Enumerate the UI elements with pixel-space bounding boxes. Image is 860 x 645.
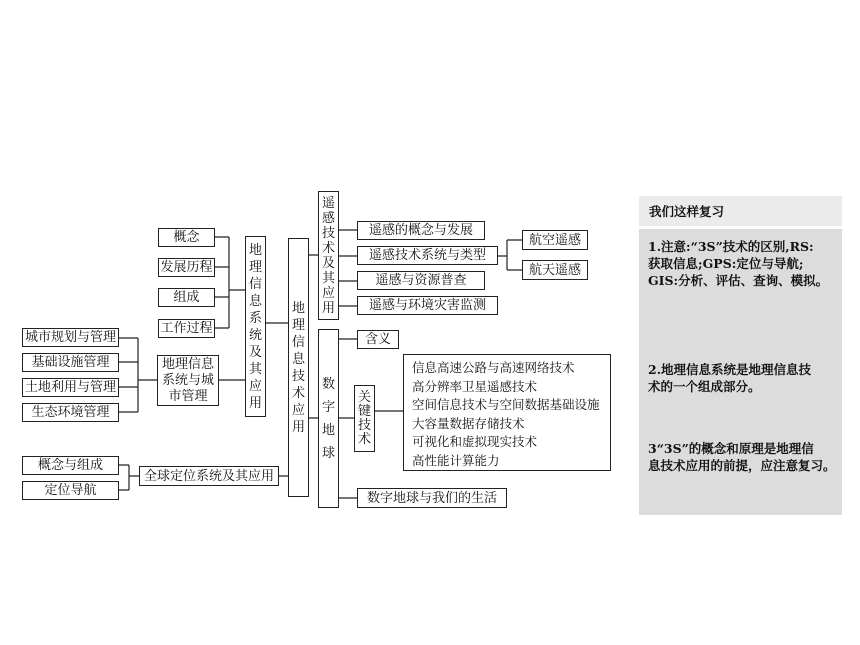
rs-concept: 遥感的概念与发展 xyxy=(357,221,485,240)
de-key-tech-list xyxy=(403,354,611,471)
city-land-use: 土地利用与管理 xyxy=(22,378,119,397)
review-note-1: 1.注意:“3S”技术的区别,RS: 获取信息;GPS:定位与导航; GIS:分析、评估、查询、模拟。 xyxy=(648,239,829,288)
gis-city-node: 地理信息 系统与城 市管理 xyxy=(157,355,219,406)
root-node xyxy=(288,238,309,497)
vertical-char: 感 xyxy=(321,210,335,226)
vertical-char: 用 xyxy=(248,395,262,411)
vertical-char: 其 xyxy=(248,361,262,377)
de-key-tech-title xyxy=(358,391,371,446)
rs-space: 航天遥感 xyxy=(522,260,588,280)
list-item: 大容量数据存储技术 xyxy=(412,415,525,431)
vertical-char: 关 xyxy=(357,390,371,405)
de-node xyxy=(318,329,339,508)
vertical-char: 地 xyxy=(321,422,335,438)
vertical-char: 用 xyxy=(321,300,335,316)
rs-resources: 遥感与资源普查 xyxy=(357,271,485,290)
vertical-char: 术 xyxy=(357,432,371,447)
vertical-char: 理 xyxy=(291,317,305,333)
de-title xyxy=(322,378,335,460)
vertical-char: 统 xyxy=(248,327,262,343)
de-key-tech-node xyxy=(354,385,375,452)
vertical-char: 技 xyxy=(291,368,305,384)
rs-disaster: 遥感与环境灾害监测 xyxy=(357,296,498,315)
list-item: 高分辨率卫星遥感技术 xyxy=(412,378,538,394)
review-heading: 我们这样复习 xyxy=(639,196,842,226)
list-item: 空间信息技术与空间数据基础设施 xyxy=(412,397,600,412)
vertical-char: 用 xyxy=(291,419,305,435)
root-title xyxy=(292,302,305,434)
vertical-char: 信 xyxy=(248,276,262,292)
review-panel xyxy=(639,196,842,515)
vertical-char: 应 xyxy=(291,402,305,418)
gis-concept: 概念 xyxy=(158,228,215,247)
de-life: 数字地球与我们的生活 xyxy=(357,488,507,508)
gis-components: 组成 xyxy=(158,288,215,307)
vertical-char: 其 xyxy=(321,270,335,286)
rs-system: 遥感技术系统与类型 xyxy=(357,246,498,265)
vertical-char: 应 xyxy=(321,285,335,301)
gps-node: 全球定位系统及其应用 xyxy=(139,466,279,486)
vertical-char: 键 xyxy=(357,404,371,419)
list-item: 高性能计算能力 xyxy=(412,452,500,468)
city-infrastructure: 基础设施管理 xyxy=(22,353,119,372)
vertical-char: 技 xyxy=(357,418,371,433)
vertical-char: 理 xyxy=(248,259,262,275)
vertical-char: 字 xyxy=(321,399,335,415)
vertical-char: 地 xyxy=(248,242,262,258)
rs-node xyxy=(318,191,339,320)
list-item: 信息高速公路与高速网络技术 xyxy=(412,360,575,375)
gps-concept: 概念与组成 xyxy=(22,456,119,475)
vertical-char: 及 xyxy=(248,344,262,360)
rs-aerial: 航空遥感 xyxy=(522,230,588,250)
vertical-char: 术 xyxy=(291,385,305,401)
city-ecology: 生态环境管理 xyxy=(22,403,119,422)
rs-title xyxy=(322,197,335,315)
vertical-char: 术 xyxy=(321,240,335,256)
gis-node xyxy=(245,236,266,417)
vertical-char: 信 xyxy=(291,334,305,350)
city-planning: 城市规划与管理 xyxy=(22,328,119,347)
gis-history: 发展历程 xyxy=(158,258,215,277)
vertical-char: 息 xyxy=(291,351,305,367)
review-note-3: 3“3S”的概念和原理是地理信 息技术应用的前提，应注意复习。 xyxy=(648,441,836,473)
de-meaning: 含义 xyxy=(357,330,399,349)
vertical-char: 数 xyxy=(321,376,335,392)
vertical-char: 息 xyxy=(248,293,262,309)
vertical-char: 球 xyxy=(321,445,335,461)
vertical-char: 地 xyxy=(291,300,305,316)
gps-navigation: 定位导航 xyxy=(22,481,119,500)
vertical-char: 系 xyxy=(248,310,262,326)
list-item: 可视化和虚拟现实技术 xyxy=(412,434,538,449)
vertical-char: 及 xyxy=(321,255,335,271)
gis-title xyxy=(249,244,262,410)
vertical-char: 技 xyxy=(321,225,335,241)
vertical-char: 遥 xyxy=(321,195,335,211)
gis-workflow: 工作过程 xyxy=(158,319,215,338)
vertical-char: 应 xyxy=(248,378,262,394)
review-body xyxy=(639,229,842,515)
review-note-2: 2.地理信息系统是地理信息技 术的一个组成部分。 xyxy=(648,362,812,394)
